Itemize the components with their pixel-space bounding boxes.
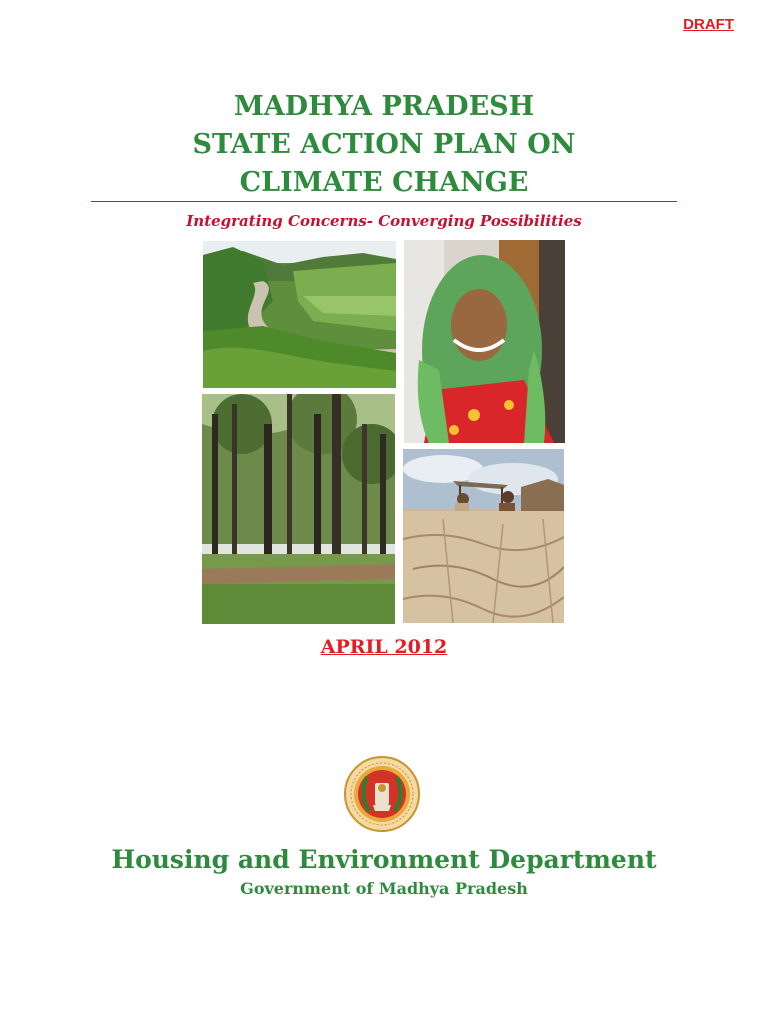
- publication-date: APRIL 2012: [320, 636, 448, 658]
- forest-photo: [202, 394, 395, 624]
- title-divider: [91, 201, 677, 202]
- smiling-woman-photo: [404, 240, 565, 443]
- state-emblem-icon: [339, 755, 425, 833]
- dry-cracked-field-photo: [403, 449, 564, 623]
- subtitle: Integrating Concerns- Converging Possibilities: [186, 212, 582, 230]
- title-line-2: STATE ACTION PLAN ON: [192, 129, 576, 160]
- government-name: Government of Madhya Pradesh: [240, 879, 528, 898]
- river-valley-photo: [203, 241, 396, 388]
- title-line-1: MADHYA PRADESH: [233, 91, 535, 122]
- title-line-3: CLIMATE CHANGE: [239, 167, 529, 198]
- department-name: Housing and Environment Department: [111, 845, 657, 874]
- draft-label: DRAFT: [683, 16, 734, 33]
- page-title: [0, 88, 768, 202]
